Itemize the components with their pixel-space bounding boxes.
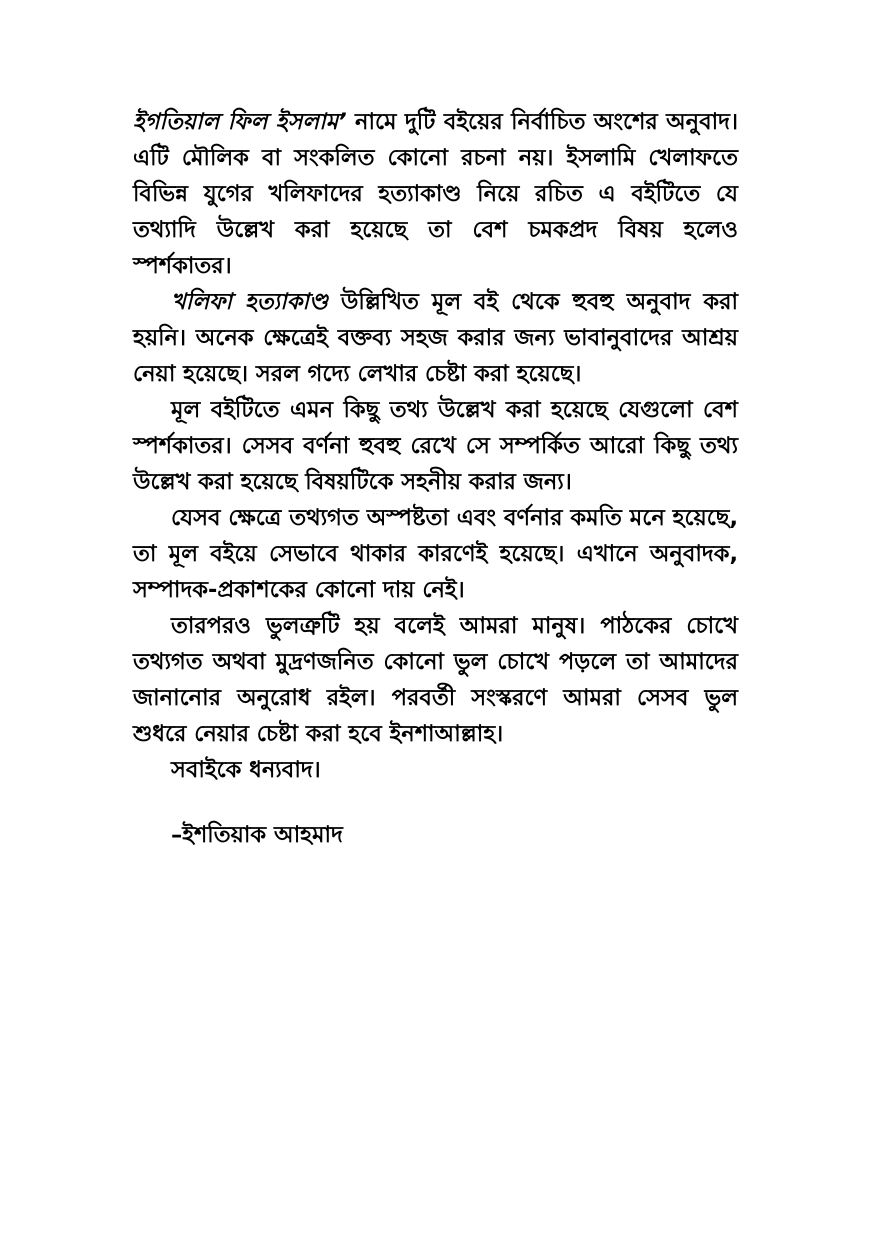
paragraph-4: যেসব ক্ষেত্রে তথ্যগত অস্পষ্টতা এবং বর্ণনার কমতি মনে হয়েছে, তা মূল বইয়ে সেভাবে থাকার কারণেই হয়েছে। এখানে অনুবাদক, সম্পাদক-প্রকাশকের কোনো দায় নেই। [133,505,738,603]
paragraph-1 [133,104,738,284]
paragraph-2 [133,284,738,392]
paragraph-3: মূল বইটিতে এমন কিছু তথ্য উল্লেখ করা হয়েছে যেগুলো বেশ স্পর্শকাতর। সেসব বর্ণনা হুবহু রেখে সে সম্পর্কিত আরো কিছু তথ্য উল্লেখ করা হয়েছে বিষয়টিকে সহনীয় করার জন্য। [133,397,738,495]
book-title-italic: খলিফা হত্যাকাণ্ড [171,289,328,315]
paragraph-5: তারপরও ভুলত্রুটি হয় বলেই আমরা মানুষ। পাঠকের চোখে তথ্যগত অথবা মুদ্রণজনিত কোনো ভুল চোখে পড়লে তা আমাদের জানানোর অনুরোধ রইল। পরবর্তী সংস্করণে আমরা সেসব ভুল শুধরে নেয়ার চেষ্টা করা হবে ইনশাআল্লাহ। [133,613,738,747]
body-text [133,104,738,788]
book-title-italic: ইগতিয়াল ফিল ইসলাম’ [133,109,347,135]
paragraph-1-text: নামে দুটি বইয়ের নির্বাচিত অংশের অনুবাদ। এটি মৌলিক বা সংকলিত কোনো রচনা নয়। ইসলামি খেলাফতে বিভিন্ন যুগের খলিফাদের হত্যাকাণ্ড নিয়ে রচিত এ বইটিতে যে তথ্যাদি উল্লেখ করা হয়েছে তা বেশ চমকপ্রদ বিষয় হলেও স্পর্শকাতর। [133,109,738,279]
author-signature: –ইশতিয়াক আহমাদ [171,822,343,848]
paragraph-2-text: উল্লিখিত মূল বই থেকে হুবহু অনুবাদ করা হয়নি। অনেক ক্ষেত্রেই বক্তব্য সহজ করার জন্য ভাবানুবাদের আশ্রয় নেয়া হয়েছে। সরল গদ্যে লেখার চেষ্টা করা হয়েছে। [133,289,739,387]
paragraph-6: সবাইকে ধন্যবাদ। [171,757,321,783]
